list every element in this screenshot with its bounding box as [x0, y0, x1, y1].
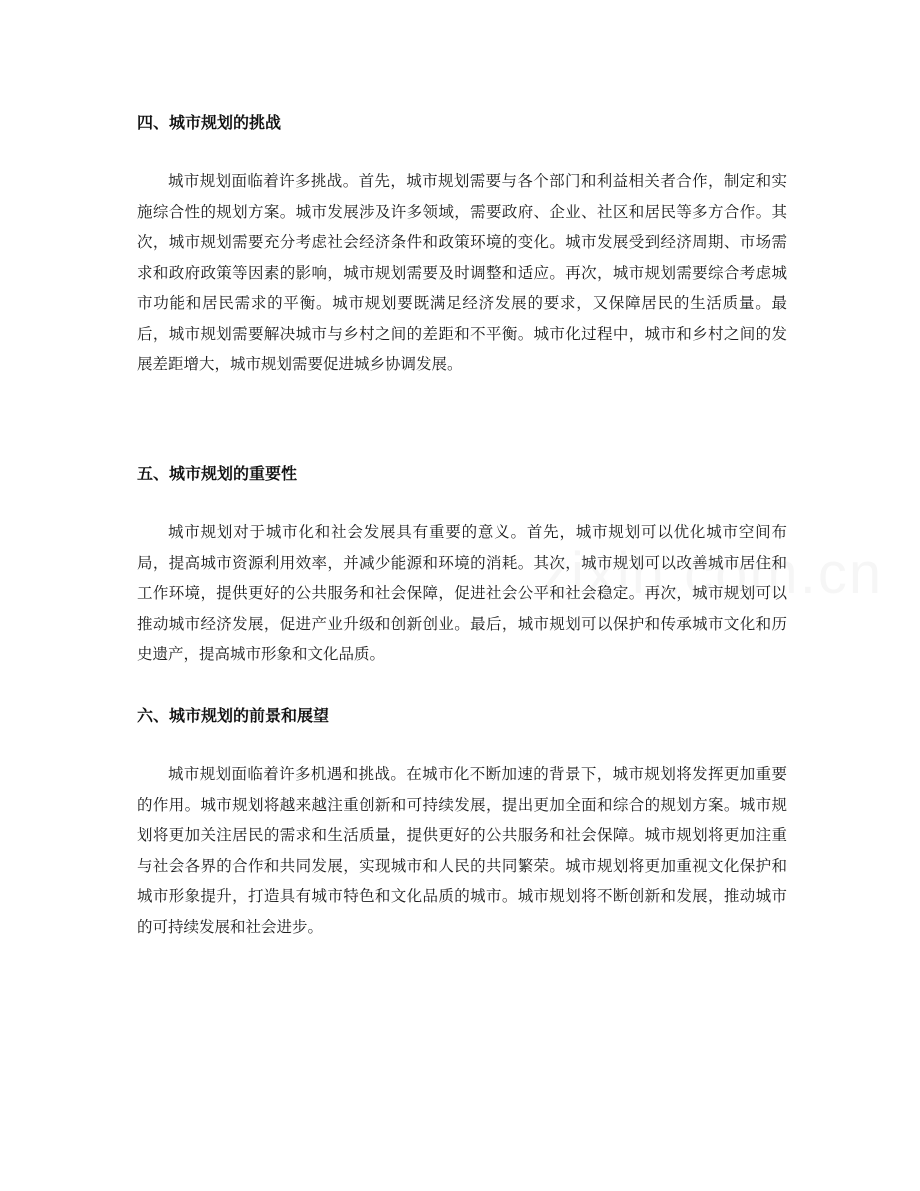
section-importance: [137, 462, 787, 670]
section-heading: 六、城市规划的前景和展望: [137, 706, 330, 725]
section-paragraph: 城市规划面临着许多机遇和挑战。在城市化不断加速的背景下，城市规划将发挥更加重要的作用。城市规划将越来越注重创新和可持续发展，提出更加全面和综合的规划方案。城市规划将更加关注居民的需求和生活质量，提供更好的公共服务和社会保障。城市规划将更加注重与社会各界的合作和共同发展，实现城市和人民的共同繁荣。城市规划将更加重视文化保护和城市形象提升，打造具有城市特色和文化品质的城市。城市规划将不断创新和发展，推动城市的可持续发展和社会进步。: [137, 765, 787, 936]
section-outlook: [137, 704, 787, 942]
section-paragraph: 城市规划面临着许多挑战。首先，城市规划需要与各个部门和利益相关者合作，制定和实施综合性的规划方案。城市发展涉及许多领域，需要政府、企业、社区和居民等多方合作。其次，城市规划需要充分考虑社会经济条件和政策环境的变化。城市发展受到经济周期、市场需求和政府政策等因素的影响，城市规划需要及时调整和适应。再次，城市规划需要综合考虑城市功能和居民需求的平衡。城市规划要既满足经济发展的要求，又保障居民的生活质量。最后，城市规划需要解决城市与乡村之间的差距和不平衡。城市化过程中，城市和乡村之间的发展差距增大，城市规划需要促进城乡协调发展。: [137, 172, 787, 373]
section-paragraph: 城市规划对于城市化和社会发展具有重要的意义。首先，城市规划可以优化城市空间布局，提高城市资源利用效率，并减少能源和环境的消耗。其次，城市规划可以改善城市居住和工作环境，提供更好的公共服务和社会保障，促进社会公平和社会稳定。再次，城市规划可以推动城市经济发展，促进产业升级和创新创业。最后，城市规划可以保护和传承城市文化和历史遗产，提高城市形象和文化品质。: [137, 523, 787, 663]
section-heading: 五、城市规划的重要性: [137, 464, 298, 483]
section-challenges: [137, 111, 787, 380]
section-heading: 四、城市规划的挑战: [137, 113, 282, 132]
